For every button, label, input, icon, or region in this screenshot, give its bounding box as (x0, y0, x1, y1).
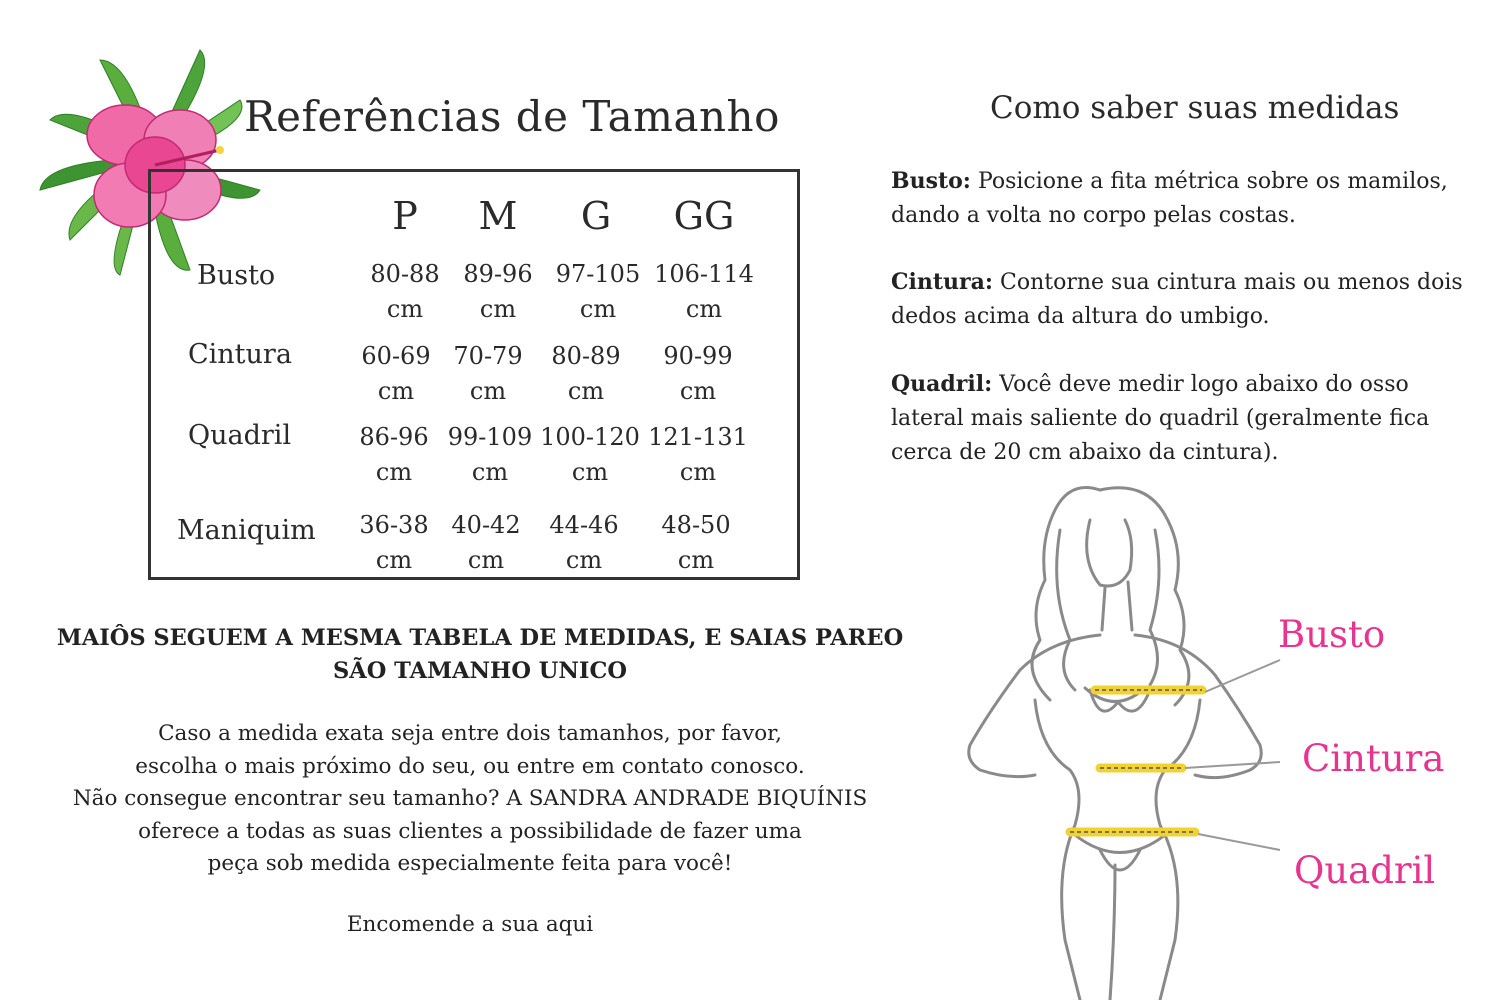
instruction-label: Quadril: (891, 371, 993, 397)
notice-line: SÃO TAMANHO UNICO (333, 658, 627, 684)
row-label-maniquim: Maniquim (177, 515, 316, 546)
figure-label-busto: Busto (1278, 613, 1386, 656)
figure-label-cintura: Cintura (1302, 737, 1445, 780)
size-header-m: M (478, 194, 518, 238)
table-cell: 106-114 cm (654, 260, 754, 323)
size-header-gg: GG (673, 194, 735, 238)
row-label-quadril: Quadril (188, 420, 292, 451)
table-cell: 89-96 cm (463, 260, 533, 323)
table-cell: 90-99 cm (663, 342, 733, 405)
table-cell: 121-131 cm (648, 423, 748, 486)
instruction-quadril: Quadril: Você deve medir logo abaixo do osso lateral mais saliente do quadril (geralmente fica cerca de 20 cm abaixo da cintura). (891, 371, 1430, 465)
instruction-label: Cintura: (891, 269, 993, 295)
table-cell: 80-88 cm (370, 260, 440, 323)
table-cell: 60-69 cm (361, 342, 431, 405)
table-cell: 97-105 cm (555, 260, 641, 323)
row-label-cintura: Cintura (188, 339, 292, 370)
size-header-p: P (392, 194, 418, 238)
table-cell: 100-120 cm (540, 423, 640, 486)
custom-size-info (40, 718, 900, 881)
row-label-busto: Busto (197, 260, 276, 291)
instruction-cintura: Cintura: Contorne sua cintura mais ou menos dois dedos acima da altura do umbigo. (891, 269, 1463, 329)
info-line: oferece a todas as suas clientes a possibilidade de fazer uma (138, 818, 802, 844)
how-to-measure-title: Como saber suas medidas (990, 90, 1400, 126)
size-header-g: G (580, 194, 612, 238)
notice-line: MAIÔS SEGUEM A MESMA TABELA DE MEDIDAS, E SAIAS PAREO (56, 625, 904, 651)
table-cell: 48-50 cm (661, 511, 731, 574)
table-cell: 86-96 cm (359, 423, 429, 486)
order-link[interactable]: Encomende a sua aqui (346, 912, 594, 937)
table-cell: 80-89 cm (551, 342, 621, 405)
info-line: peça sob medida especialmente feita para você! (207, 851, 733, 876)
info-line: Não consegue encontrar seu tamanho? A SANDRA ANDRADE BIQUÍNIS (72, 786, 868, 811)
size-table (148, 169, 800, 580)
figure-label-quadril: Quadril (1294, 849, 1436, 892)
table-cell: 99-109 cm (447, 423, 533, 486)
instruction-busto: Busto: Posicione a fita métrica sobre os mamilos, dando a volta no corpo pelas costas. (891, 168, 1448, 228)
info-line: Caso a medida exata seja entre dois tamanhos, por favor, (158, 721, 782, 746)
table-cell: 40-42 cm (451, 511, 521, 574)
table-cell: 70-79 cm (453, 342, 523, 405)
body-figure-illustration (950, 470, 1290, 1000)
table-cell: 36-38 cm (359, 511, 429, 574)
info-line: escolha o mais próximo do seu, ou entre em contato conosco. (135, 753, 805, 779)
swimwear-notice (40, 622, 920, 688)
page-title: Referências de Tamanho (244, 92, 780, 141)
table-cell: 44-46 cm (549, 511, 619, 574)
instruction-label: Busto: (891, 168, 971, 194)
